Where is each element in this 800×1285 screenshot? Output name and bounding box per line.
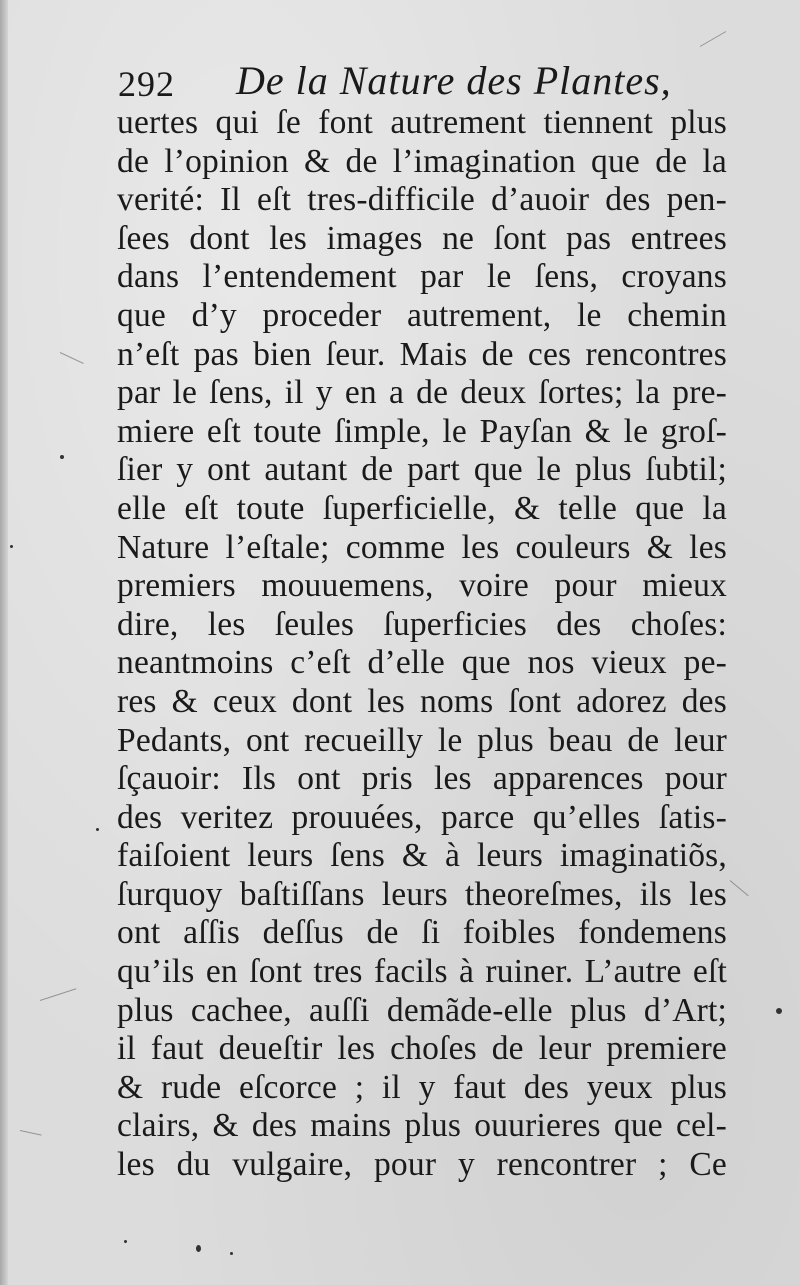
paper-fiber [20, 1130, 42, 1136]
text-line: ſçauoir: Ils ont pris les apparences pour [117, 760, 727, 798]
running-title: De la Nature des Plantes, [236, 58, 672, 103]
paper-speck [96, 828, 99, 831]
paper-speck [124, 1240, 127, 1243]
text-line: & rude eſcorce ; il y faut des yeux plus [117, 1068, 727, 1106]
text-line: Pedants, ont recueilly le plus beau de leur [117, 721, 727, 759]
text-line: n’eſt pas bien ſeur. Mais de ces rencontres [117, 335, 727, 373]
text-line: des veritez prouuées, parce qu’elles ſatis- [117, 798, 727, 836]
page-number: 292 [118, 64, 175, 104]
text-line: verité: Il eſt tres-difficile d’auoir des pen- [117, 181, 727, 219]
body-text [117, 104, 727, 1185]
text-line: que d’y proceder autrement, le chemin [117, 296, 727, 334]
text-line: qu’ils en ſont tres facils à ruiner. L’autre eſt [117, 953, 727, 991]
text-line: Nature l’eſtale; comme les couleurs & les [117, 528, 727, 566]
paper-speck [230, 1252, 233, 1255]
text-line: ſees dont les images ne ſont pas entrees [117, 219, 727, 257]
text-line: premiers mouuemens, voire pour mieux [117, 567, 727, 605]
running-head [118, 55, 758, 107]
paper-fiber [730, 880, 749, 896]
text-line: uertes qui ſe font autrement tiennent plus [117, 104, 727, 141]
paper-speck [60, 455, 64, 459]
text-line: plus cachee, auſſi demãde-elle plus d’Art; [117, 991, 727, 1029]
paper-fiber [700, 31, 726, 47]
paper-speck [10, 545, 13, 548]
text-line: neantmoins c’eſt d’elle que nos vieux pe- [117, 644, 727, 682]
text-line: elle eſt toute ſuperficielle, & telle que la [117, 489, 727, 527]
paper-speck [196, 1245, 201, 1252]
text-line: dans l’entendement par le ſens, croyans [117, 258, 727, 296]
page-left-edge-shadow [0, 0, 8, 1285]
text-line: ſier y ont autant de part que le plus ſubtil; [117, 451, 727, 489]
paper-speck [776, 1008, 782, 1014]
text-line: res & ceux dont les noms ſont adorez des [117, 682, 727, 720]
text-line: miere eſt toute ſimple, le Payſan & le groſ- [117, 412, 727, 450]
paper-fiber [40, 988, 76, 1001]
paper-fiber [60, 352, 84, 364]
text-line: ſurquoy baſtiſſans leurs theoreſmes, ils les [117, 875, 727, 913]
text-line: clairs, & des mains plus ouurieres que cel- [117, 1107, 727, 1145]
text-line: ont aſſis deſſus de ſi foibles fondemens [117, 914, 727, 952]
text-line: les du vulgaire, pour y rencontrer ; Ce [117, 1146, 727, 1184]
text-line: il faut deueſtir les choſes de leur premiere [117, 1030, 727, 1068]
text-line: de l’opinion & de l’imagination que de la [117, 142, 727, 180]
text-line: faiſoient leurs ſens & à leurs imaginatiõs, [117, 837, 727, 875]
text-line: dire, les ſeules ſuperficies des choſes: [117, 605, 727, 643]
text-line: par le ſens, il y en a de deux ſortes; la pre- [117, 374, 727, 412]
